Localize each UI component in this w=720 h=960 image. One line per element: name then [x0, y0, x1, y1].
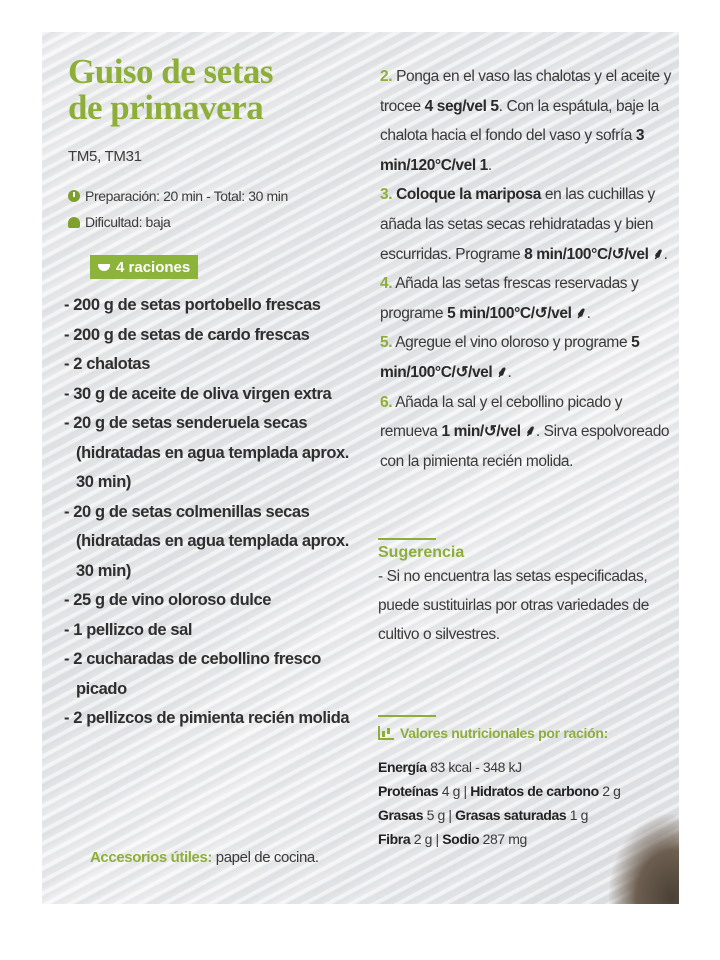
recipe-meta: [64, 183, 364, 235]
ingredient-item: - 200 g de setas de cardo frescas: [64, 321, 364, 351]
nutrient-label: Energía: [378, 759, 427, 776]
nutrient-label: Proteínas: [378, 783, 439, 800]
nutrient-label: Grasas saturadas: [455, 807, 567, 824]
accessories-text: papel de cocina.: [215, 849, 319, 866]
reverse-icon: ↺: [483, 423, 497, 441]
right-column: [378, 32, 674, 851]
left-column: [64, 32, 364, 866]
step-text: en las cuchillas y añada las setas secas rehidratadas y bien escurridas. Programe: [380, 186, 655, 263]
ingredient-item: - 20 g de setas senderuela secas (hidratadas en agua templada aprox. 30 min): [64, 409, 364, 498]
nutrient-value: 287 mg: [482, 831, 527, 848]
suggestion-title: Sugerencia: [378, 544, 465, 562]
step-2: [380, 62, 674, 180]
step-number: 2.: [380, 68, 393, 85]
spoon-icon: ⸙: [524, 423, 536, 441]
reverse-icon: ↺: [534, 304, 548, 322]
step-setting-part: /vel: [496, 423, 521, 441]
ingredient-item: - 30 g de aceite de oliva virgen extra: [64, 380, 364, 410]
step-text: Añada las setas frescas reservadas y programe: [380, 275, 639, 322]
step-setting-part: /vel: [624, 245, 649, 263]
instruction-steps: [380, 62, 674, 476]
step-setting-part: /vel: [547, 304, 572, 322]
step-setting-part: 8 min/100°C/: [524, 245, 612, 263]
step-text: .: [663, 245, 668, 263]
nutrient-value: 5 g |: [426, 807, 452, 824]
step-number: 4.: [380, 275, 393, 293]
nutrition-row: [378, 779, 674, 803]
preparation-time: [68, 183, 364, 209]
nutrient-value: 2 g |: [413, 831, 439, 848]
nutrition-title: [378, 725, 674, 741]
step-5: [380, 328, 674, 387]
clock-icon: [68, 190, 80, 202]
servings-text: 4 raciones: [116, 258, 191, 276]
step-setting-part: 1 min/: [441, 423, 484, 441]
step-setting: [441, 423, 535, 440]
reverse-icon: ↺: [611, 245, 625, 263]
bowl-icon: [98, 264, 110, 271]
step-setting-part: 5 min/100°C/: [380, 334, 640, 381]
ingredient-item: - 2 pellizcos de pimienta recién molida: [64, 704, 364, 734]
spoon-icon: ⸙: [496, 363, 508, 381]
title-line-2: de primavera: [68, 88, 264, 127]
difficulty-text: Dificultad: baja: [85, 214, 171, 230]
step-6: [380, 388, 674, 477]
ingredient-item: - 2 cucharadas de cebollino fresco picado: [64, 645, 364, 704]
ingredient-item: - 1 pellizco de sal: [64, 616, 364, 646]
nutrition-row: [378, 827, 674, 851]
step-text: Agregue el vino oloroso y programe: [395, 334, 628, 352]
ingredient-item: - 200 g de setas portobello frescas: [64, 291, 364, 321]
servings-badge: [90, 255, 198, 279]
nutrient-label: Hidratos de carbono: [470, 783, 599, 800]
nutrition-divider: [378, 715, 436, 717]
suggestion-divider: [378, 538, 436, 540]
step-text: . Con la espátula, baje la chalota hacia el fondo del vaso y sofría: [380, 97, 659, 145]
nutrient-label: Sodio: [442, 831, 480, 848]
suggestion-text: - Si no encuentra las setas especificadas, puede sustituirlas por otras variedades de cultivo o silvestres.: [378, 568, 649, 644]
reverse-icon: ↺: [455, 363, 469, 381]
ingredient-item: - 2 chalotas: [64, 350, 364, 380]
step-text: Ponga en el vaso las chalotas y el aceite y trocee: [380, 68, 671, 115]
nutrient-value: 83 kcal - 348 kJ: [430, 759, 522, 776]
preparation-text: Preparación: 20 min - Total: 30 min: [85, 188, 288, 204]
nutrition-row: [378, 803, 674, 827]
nutrient-label: Fibra: [378, 831, 411, 848]
step-setting: 3 min/120°C/vel 1: [380, 127, 645, 174]
step-3: [380, 180, 674, 269]
nutrient-value: 2 g: [602, 783, 621, 800]
step-number: 6.: [380, 393, 393, 411]
step-setting: Coloque la mariposa: [396, 186, 541, 204]
nutrition-row: [378, 755, 674, 779]
step-text: .: [586, 304, 591, 322]
ingredient-list: [64, 291, 364, 734]
step-number: 5.: [380, 334, 393, 352]
step-4: [380, 269, 674, 328]
ingredient-item: - 25 g de vino oloroso dulce: [64, 586, 364, 616]
step-setting-part: /vel: [468, 363, 493, 381]
bar-chart-icon: [378, 726, 394, 740]
step-text: Añada la sal y el cebollino picado y remueva: [380, 393, 623, 441]
spoon-icon: ⸙: [575, 304, 587, 322]
nutrient-value: 4 g |: [441, 783, 467, 800]
step-text: .: [507, 363, 512, 381]
spoon-icon: ⸙: [652, 245, 664, 263]
step-setting: [524, 246, 664, 263]
title-line-1: Guiso de setas: [68, 52, 273, 91]
step-number: 3.: [380, 186, 393, 204]
nutrient-label: Grasas: [378, 807, 424, 824]
nutrient-value: 1 g: [569, 807, 588, 824]
step-setting: 4 seg/vel 5: [424, 97, 499, 115]
chef-hat-icon: [68, 217, 80, 228]
nutrition-title-text: Valores nutricionales por ración:: [400, 725, 608, 742]
recipe-title: [68, 54, 364, 126]
step-text: . Sirva espolvoreado con la pimienta recién molida.: [380, 423, 670, 470]
accessories-label: Accesorios útiles:: [90, 849, 213, 866]
thermomix-models: TM5, TM31: [68, 148, 142, 165]
recipe-card: [42, 32, 679, 904]
ingredient-item: - 20 g de setas colmenillas secas (hidratadas en agua templada aprox. 30 min): [64, 498, 364, 587]
step-setting: [447, 305, 587, 322]
step-setting-part: 5 min/100°C/: [447, 304, 535, 322]
accessories: [90, 849, 319, 866]
difficulty: [68, 209, 364, 235]
step-text: .: [487, 156, 492, 174]
nutrition-values: [378, 755, 674, 851]
